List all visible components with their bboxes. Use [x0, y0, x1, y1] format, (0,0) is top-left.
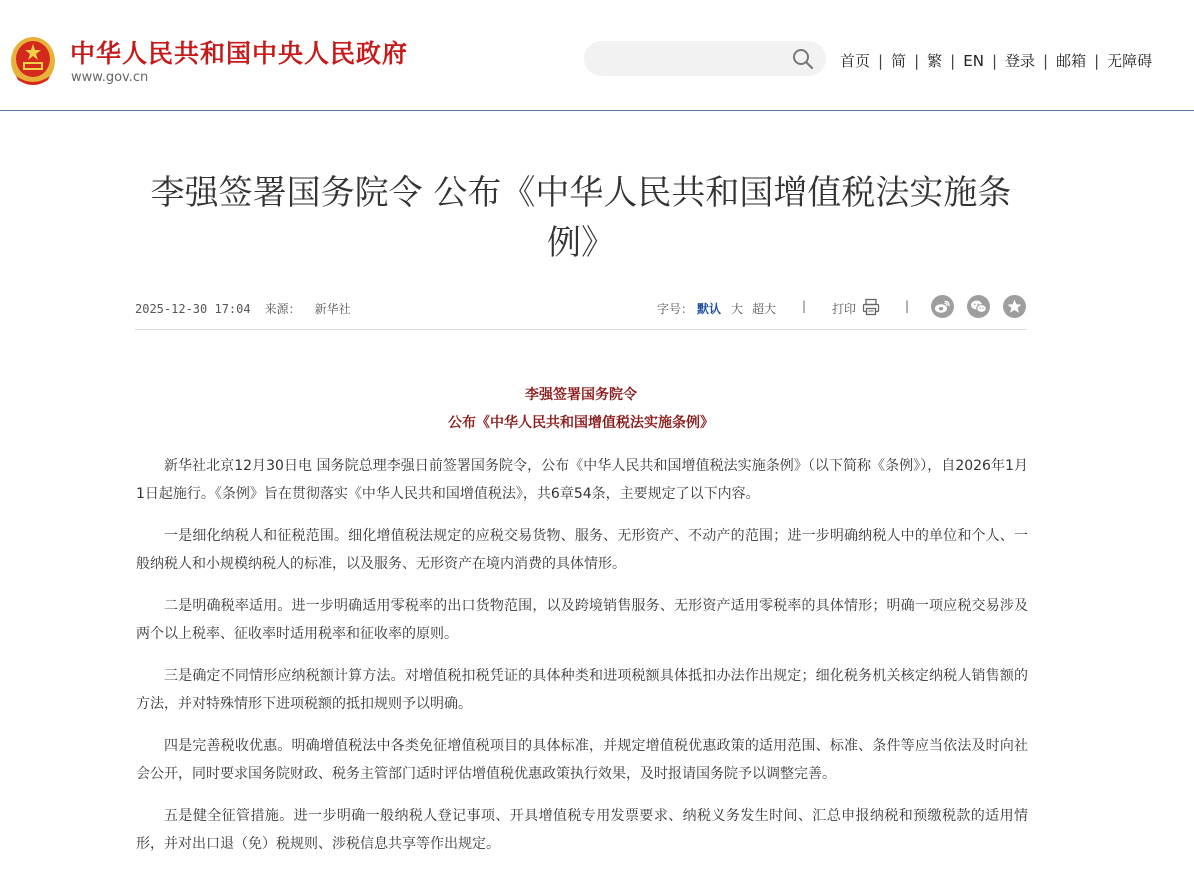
article-paragraph: 四是完善税收优惠。明确增值税法中各类免征增值税项目的具体标准，并规定增值税优惠政策的适用范围、标准、条件等应当依法及时向社会公开，同时要求国务院财政、税务主管部门适时评估增值税优惠政策执行效果，及时报请国务院予以调整完善。: [136, 738, 1028, 782]
nav-separator: |: [1043, 52, 1049, 70]
nav-separator: |: [1094, 52, 1100, 70]
favorite-share-button[interactable]: [1003, 295, 1026, 318]
nav-separator: |: [878, 52, 884, 70]
nav-separator: |: [950, 52, 956, 70]
search-input[interactable]: [602, 48, 786, 70]
article-title: 李强签署国务院令 公布《中华人民共和国增值税法实施条例》: [150, 173, 1012, 263]
nav-separator: |: [991, 52, 997, 70]
article-paragraph: 新华社北京12月30日电 国务院总理李强日前签署国务院令，公布《中华人民共和国增值税法实施条例》（以下简称《条例》），自2026年1月1日起施行。《条例》旨在贯彻落实《中华人民共和国增值税法》，共6章54条，主要规定了以下内容。: [136, 458, 1028, 502]
nav-simplified[interactable]: 简: [891, 52, 907, 70]
source-name: 新华社: [314, 302, 351, 316]
site-url: www.gov.cn: [71, 70, 149, 85]
font-size-xlarge[interactable]: 超大: [752, 302, 777, 316]
font-size-label: 字号：: [657, 302, 694, 316]
font-size-large[interactable]: 大: [731, 302, 744, 316]
weibo-icon: [931, 295, 954, 318]
weibo-share-button[interactable]: [931, 295, 954, 318]
search-box: [584, 41, 826, 76]
nav-accessibility[interactable]: 无障碍: [1107, 52, 1153, 70]
font-size-default[interactable]: 默认: [697, 302, 722, 316]
publish-datetime: 2025-12-30 17:04: [135, 302, 251, 316]
article-paragraph: 一是细化纳税人和征税范围。细化增值税法规定的应税交易货物、服务、无形资产、不动产的范围；进一步明确纳税人中的单位和个人、一般纳税人和小规模纳税人的标准，以及服务、无形资产在境内消费的具体情形。: [136, 528, 1028, 572]
national-emblem-icon[interactable]: [10, 36, 56, 86]
article-paragraph: 二是明确税率适用。进一步明确适用零税率的出口货物范围，以及跨境销售服务、无形资产适用零税率的具体情形；明确一项应税交易涉及两个以上税率、征收率时适用税率和征收率的原则。: [136, 598, 1028, 642]
wechat-share-button[interactable]: [967, 295, 990, 318]
tools-divider: |: [802, 299, 807, 313]
article-subtitle-1: 李强签署国务院令: [525, 387, 637, 403]
article-meta: [135, 300, 351, 317]
tools-divider: |: [905, 299, 910, 313]
nav-english[interactable]: EN: [963, 52, 984, 70]
top-nav: [840, 50, 1152, 71]
search-icon[interactable]: [792, 48, 814, 70]
site-header: [0, 0, 1194, 111]
print-button[interactable]: 打印: [832, 302, 857, 316]
article-subtitle-2: 公布《中华人民共和国增值税法实施条例》: [448, 415, 714, 431]
site-name[interactable]: 中华人民共和国中央人民政府: [70, 39, 409, 68]
nav-traditional[interactable]: 繁: [927, 52, 943, 70]
article-paragraph: 三是确定不同情形应纳税额计算方法。对增值税扣税凭证的具体种类和进项税额具体抵扣办法作出规定；细化税务机关核定纳税人销售额的方法，并对特殊情形下进项税额的抵扣规则予以明确。: [136, 668, 1028, 712]
article-paragraph: 五是健全征管措施。进一步明确一般纳税人登记事项、开具增值税专用发票要求、纳税义务发生时间、汇总申报纳税和预缴税款的适用情形，并对出口退（免）税规则、涉税信息共享等作出规定。: [136, 808, 1028, 852]
nav-mail[interactable]: 邮箱: [1056, 52, 1087, 70]
source-label: 来源：: [264, 302, 301, 316]
nav-separator: |: [914, 52, 920, 70]
nav-login[interactable]: 登录: [1005, 52, 1036, 70]
favorite-icon: [1003, 295, 1026, 318]
wechat-icon: [967, 295, 990, 318]
nav-home[interactable]: 首页: [840, 52, 871, 70]
meta-divider-line: [135, 329, 1027, 330]
printer-icon[interactable]: [862, 298, 880, 316]
